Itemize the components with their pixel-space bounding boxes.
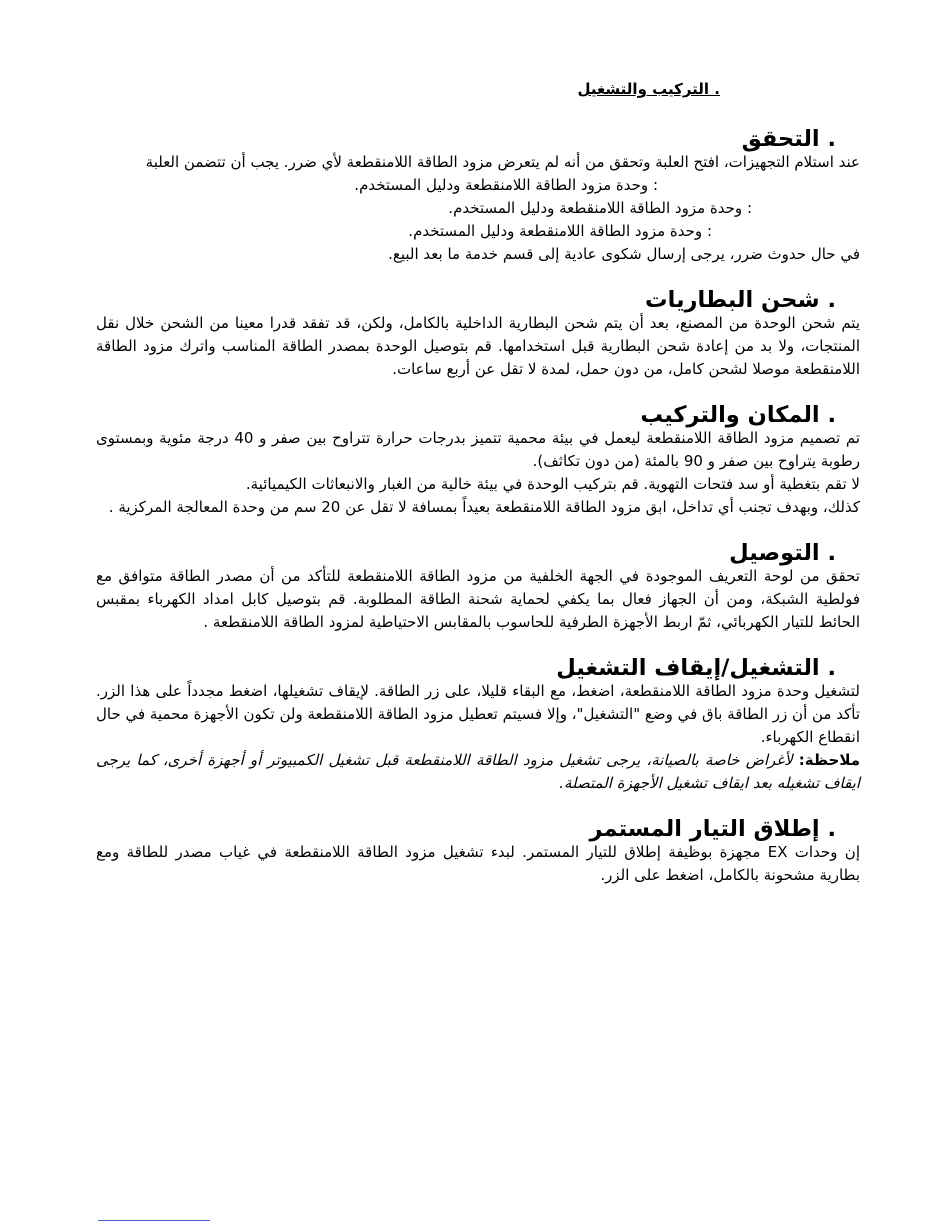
note-text: لأغراض خاصة بالصيانة، يرجى تشغيل مزود الطاقة اللامنقطعة قبل تشغيل الكمبيوتر أو أجهزة أخرى، كما يرجى ايقاف تشغيله بعد ايقاف تشغيل الأجهزة المتصلة. (96, 751, 860, 792)
section-heading: . المكان والتركيب (640, 402, 836, 428)
footnote-separator (98, 1220, 210, 1221)
note-paragraph (96, 749, 860, 795)
section-paragraph: عند استلام التجهيزات، افتح العلبة وتحقق من أنه لم يتعرض مزود الطاقة اللامنقطعة لأي ضرر. يجب أن تتضمن العلبة (145, 153, 860, 171)
section-verification (96, 128, 860, 266)
section-heading: . التوصيل (729, 540, 836, 566)
section-paragraph: لتشغيل وحدة مزود الطاقة اللامنقطعة، اضغط، مع البقاء قليلا، على زر الطاقة. لإيقاف تشغيلها، اضغط مجدداً على هذا الزر. تأكد من أن زر الطاقة باق في وضع "التشغيل"، وإلا فسيتم تعطيل مزود الطاقة اللامنقطعة ولن تكون الأجهزة محمية في حال انقطاع الكهرباء. (95, 682, 860, 746)
section-dc-start (96, 818, 860, 887)
section-heading: . التشغيل/إيقاف التشغيل (556, 655, 836, 681)
section-paragraph: إن وحدات EX مجهزة بوظيفة إطلاق للتيار المستمر. لبدء تشغيل مزود الطاقة اللامنقطعة في غياب مصدر للطاقة ومع بطارية مشحونة بالكامل، اضغط على الزر. (96, 843, 860, 884)
section-location-installation (96, 404, 860, 519)
section-heading: . التحقق (741, 126, 836, 152)
list-item: : وحدة مزود الطاقة اللامنقطعة ودليل المستخدم. (448, 199, 752, 217)
section-battery-charging (96, 289, 860, 381)
section-paragraph: لا تقم بتغطية أو سد فتحات التهوية. قم بتركيب الوحدة في بيئة خالية من الغبار والانبعاثات الكيميائية. (245, 475, 860, 493)
section-paragraph: في حال حدوث ضرر، يرجى إرسال شكوى عادية إلى قسم خدمة ما بعد البيع. (388, 245, 860, 263)
section-paragraph: يتم شحن الوحدة من المصنع، بعد أن يتم شحن البطارية الداخلية بالكامل، ولكن، قد تفقد قدرا معينا من الشحن خلال نقل المنتجات، ولا بد من إعادة شحن البطارية قبل استخدامها. قم بتوصيل الوحدة بمصدر الطاقة المناسب واترك مزود الطاقة اللامنقطعة موصلا لشحن كامل، من دون حمل، لمدة لا تقل عن أربع ساعات. (96, 314, 860, 378)
section-heading: . شحن البطاريات (645, 287, 836, 313)
list-item: : وحدة مزود الطاقة اللامنقطعة ودليل المستخدم. (354, 176, 658, 194)
section-paragraph: تحقق من لوحة التعريف الموجودة في الجهة الخلفية من مزود الطاقة اللامنقطعة للتأكد من أن مصدر الطاقة متوافق مع فولطية الشبكة، ومن أن الجهاز فعال بما يكفي لحماية شحنة الطاقة المطلوبة. قم بتوصيل كابل امداد الكهرباء بمقبس الحائط للتيار الكهربائي، ثمّ اربط الأجهزة الطرفية للحاسوب بالمقابس الاحتياطية لمزود الطاقة اللامنقطعة . (96, 567, 860, 631)
section-paragraph: تم تصميم مزود الطاقة اللامنقطعة ليعمل في بيئة محمية تتميز بدرجات حرارة تتراوح بين صفر و 40 درجة مئوية وبمستوى رطوبة يتراوح بين صفر و 90 بالمئة (من دون تكاثف). (96, 429, 860, 470)
section-paragraph: كذلك، وبهدف تجنب أي تداخل، ابق مزود الطاقة اللامنقطعة بعيداً بمسافة لا تقل عن 20 سم من وحدة المعالجة المركزية . (108, 498, 860, 516)
section-power-on-off (96, 657, 860, 795)
list-item: : وحدة مزود الطاقة اللامنقطعة ودليل المستخدم. (408, 222, 712, 240)
section-connection (96, 542, 860, 634)
note-label: ملاحظة: (798, 751, 860, 769)
document-page (96, 78, 860, 910)
page-title: . التركيب والتشغيل (577, 80, 720, 98)
section-heading: . إطلاق التيار المستمر (589, 816, 836, 842)
